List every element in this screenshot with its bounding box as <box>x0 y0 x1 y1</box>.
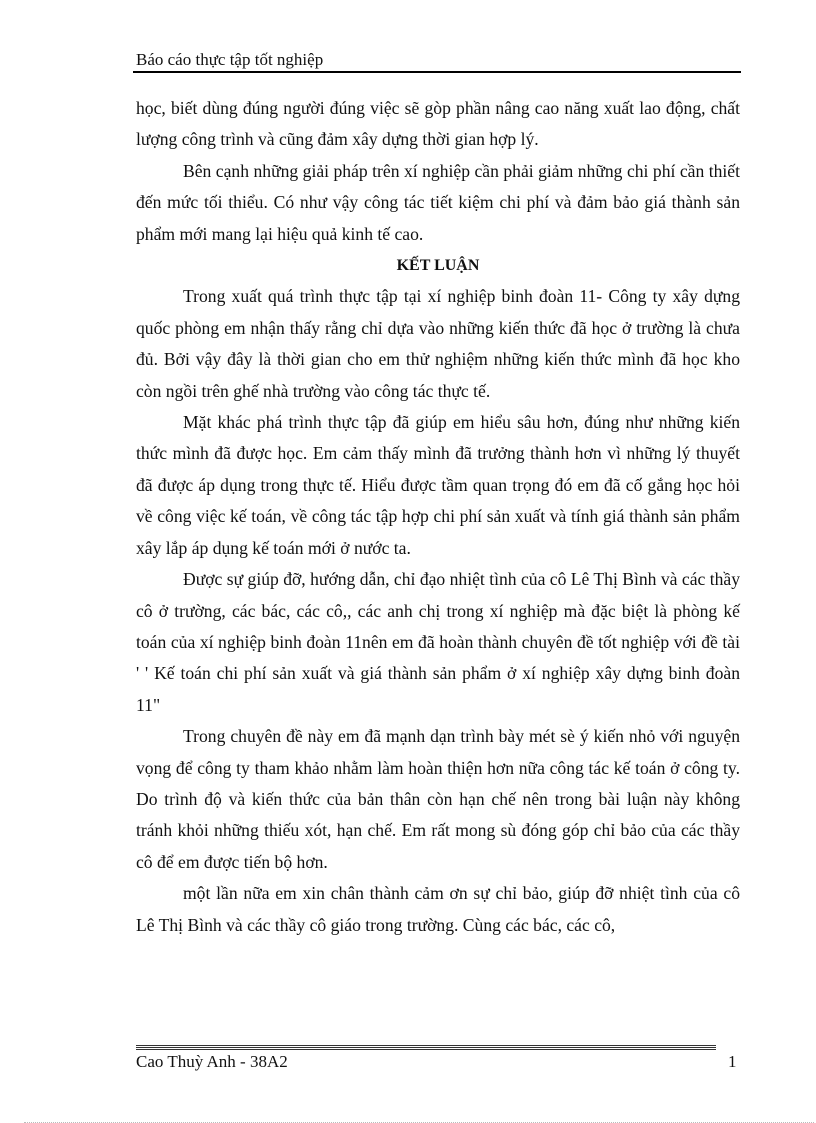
footer-rule-middle <box>136 1047 716 1048</box>
page-header-title: Báo cáo thực tập tốt nghiệp <box>136 50 324 69</box>
paragraph-7: một lần nữa em xin chân thành cảm ơn sự chỉ bảo, giúp đỡ nhiệt tình của cô Lê Thị Bình và các thầy cô giáo trong trường. Cùng các bác, các cô, <box>136 883 740 935</box>
paragraph-1: học, biết dùng đúng người đúng việc sẽ gòp phần nâng cao năng xuất lao động, chất lượng công trình và cũng đảm xây dựng thời gian hợp lý. <box>136 98 740 150</box>
footer-author: Cao Thuỳ Anh - 38A2 <box>136 1052 288 1071</box>
paragraph-6: Trong chuyên đề này em đã mạnh dạn trình bày mét sè ý kiến nhỏ với nguyện vọng để công ty tham khảo nhằm làm hoàn thiện hơn nữa công tác kế toán ở công ty. Do trình độ và kiến thức của bản thân còn hạn chế nên trong bài luận này không tránh khỏi những thiếu xót, hạn chế. Em rất mong sù đóng góp chỉ bảo của các thầy cô để em được tiến bộ hơn. <box>136 726 740 872</box>
header-rule <box>133 71 741 73</box>
footer-rule-top <box>136 1045 716 1046</box>
paragraph-5: Được sự giúp đỡ, hướng dẫn, chỉ đạo nhiệt tình của cô Lê Thị Bình và các thầy cô ở trường, các bác, các cô,, các anh chị trong xí nghiệp mà đặc biệt là phòng kế toán của xí nghiệp binh đoàn 11nên em đã hoàn thành chuyên đề tốt nghiệp với đề tài ' ' Kế toán chi phí sản xuất và giá thành sản phẩm ở xí nghiệp xây dựng binh đoàn 11" <box>136 569 740 715</box>
paragraph-2: Bên cạnh những giải pháp trên xí nghiệp cần phải giảm những chi phí cần thiết đến mức tối thiểu. Có như vậy công tác tiết kiệm chi phí và đảm bảo giá thành sản phẩm mới mang lại hiệu quả kinh tế cao. <box>136 160 740 244</box>
section-heading-conclusion: KẾT LUẬN <box>396 257 480 275</box>
footer-rule-bottom <box>136 1049 716 1050</box>
document-body <box>136 93 740 941</box>
paragraph-3: Trong xuất quá trình thực tập tại xí nghiệp binh đoàn 11- Công ty xây dựng quốc phòng em nhận thấy rằng chỉ dựa vào những kiến thức đã học ở trường là chưa đủ. Bởi vậy đây là thời gian cho em thử nghiệm những kiến thức mình đã học kho còn ngồi trên ghế nhà trường vào công tác thực tế. <box>136 286 740 401</box>
page-number: 1 <box>728 1052 737 1071</box>
paragraph-4: Mặt khác phá trình thực tập đã giúp em hiểu sâu hơn, đúng như những kiến thức mình đã được học. Em cảm thấy mình đã trưởng thành hơn vì những lý thuyết đã được áp dụng trong thực tế. Hiểu được tầm quan trọng đó em đã cố gắng học hỏi về công việc kế toán, về công tác tập hợp chi phí sản xuất và tính giá thành sản phẩm xây lắp áp dụng kế toán mới ở nước ta. <box>136 412 740 558</box>
